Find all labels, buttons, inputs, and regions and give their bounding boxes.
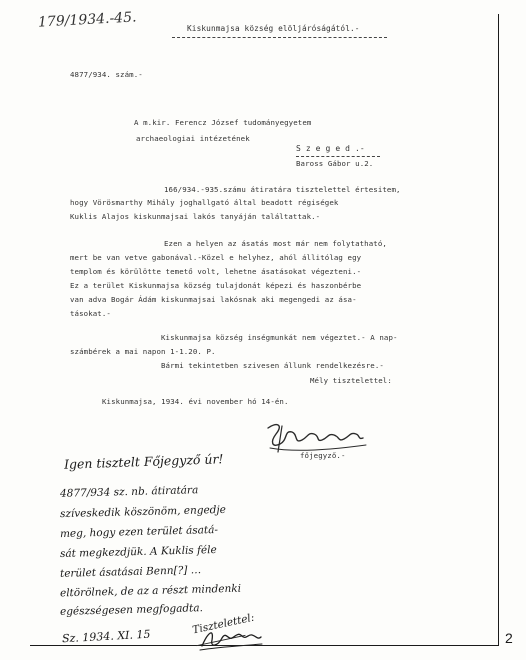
- body-line: 166/934.-935.számu átiratára tisztelettel értesitem,: [164, 185, 401, 194]
- handwritten-closing: Tisztelettel:: [191, 611, 256, 637]
- issuer-heading: Kiskunmajsa község elöljáróságától.-: [187, 24, 360, 33]
- body-line: Ez a terület Kiskunmajsa község tulajdonát képezi és haszonbérbe: [70, 281, 362, 290]
- body-line: van adva Bogár Ádám kiskunmajsai lakósnak aki megengedi az ása-: [70, 295, 357, 304]
- address-line-1: A m.kir. Ferencz József tudományegyetem: [134, 118, 312, 127]
- body-line: számbérek a mai napon 1-1.20. P.: [70, 347, 216, 356]
- handwritten-line: 4877/934 sz. nb. átiratára: [59, 484, 199, 500]
- body-line: mert be van vetve gabonával.-Közel e helyhez, ahól állitólag egy: [70, 253, 362, 262]
- handwritten-line: eltörölnek, de az a részt mindenki: [59, 582, 242, 600]
- handwritten-line: terület ásatásai Benn[?] …: [59, 564, 202, 580]
- reference-number: 4877/934. szám.-: [70, 70, 143, 79]
- archive-note: 179/1934.-45.: [37, 9, 137, 31]
- city-underline: [296, 156, 380, 157]
- reply-signature: [198, 622, 264, 652]
- handwritten-line: meg, hogy ezen terület ásatá-: [59, 523, 219, 541]
- address-city: S z e g e d .-: [296, 144, 365, 153]
- body-line: templom és körülötte temető volt, lehetne ásatásokat végezteni.-: [70, 267, 362, 276]
- handwritten-date: Sz. 1934. XI. 15: [61, 627, 151, 646]
- signer-title: főjegyző.-: [300, 451, 346, 460]
- body-line: Kiskunmajsa község inségmunkát nem végeztet.- A nap-: [161, 333, 398, 342]
- page-border-bottom: [30, 645, 499, 646]
- place-date-line: Kiskunmajsa, 1934. évi november hó 14-én.: [102, 397, 289, 406]
- official-signature: [262, 418, 372, 456]
- body-line: tásokat.-: [70, 309, 111, 318]
- body-line: Ezen a helyen az ásatás most már nem folytatható,: [164, 239, 387, 248]
- handwritten-line: egészségesen megfogadta.: [59, 602, 204, 618]
- address-street: Baross Gábor u.2.: [296, 159, 374, 168]
- issuer-underline: [172, 37, 387, 38]
- handwritten-greeting: Igen tisztelt Főjegyző úr!: [63, 451, 224, 472]
- body-line: hogy Vörösmarthy Mihály joghallgató által beadott régiségek: [70, 198, 339, 207]
- closing-line: Mély tisztelettel:: [310, 376, 392, 385]
- body-line: Kuklis Alajos kiskunmajsai lakós tanyáján találtattak.-: [70, 212, 321, 221]
- page-number: 2: [505, 630, 513, 646]
- page-border-right: [498, 14, 499, 646]
- handwritten-line: szíveskedik köszönöm, engedje: [59, 503, 227, 521]
- handwritten-line: sát megkezdjük. A Kuklis féle: [59, 543, 217, 561]
- body-line: Bármi tekintetben szivesen állunk rendelkezésre.-: [161, 361, 384, 370]
- address-line-2: archaeologiai intézetének: [136, 134, 250, 143]
